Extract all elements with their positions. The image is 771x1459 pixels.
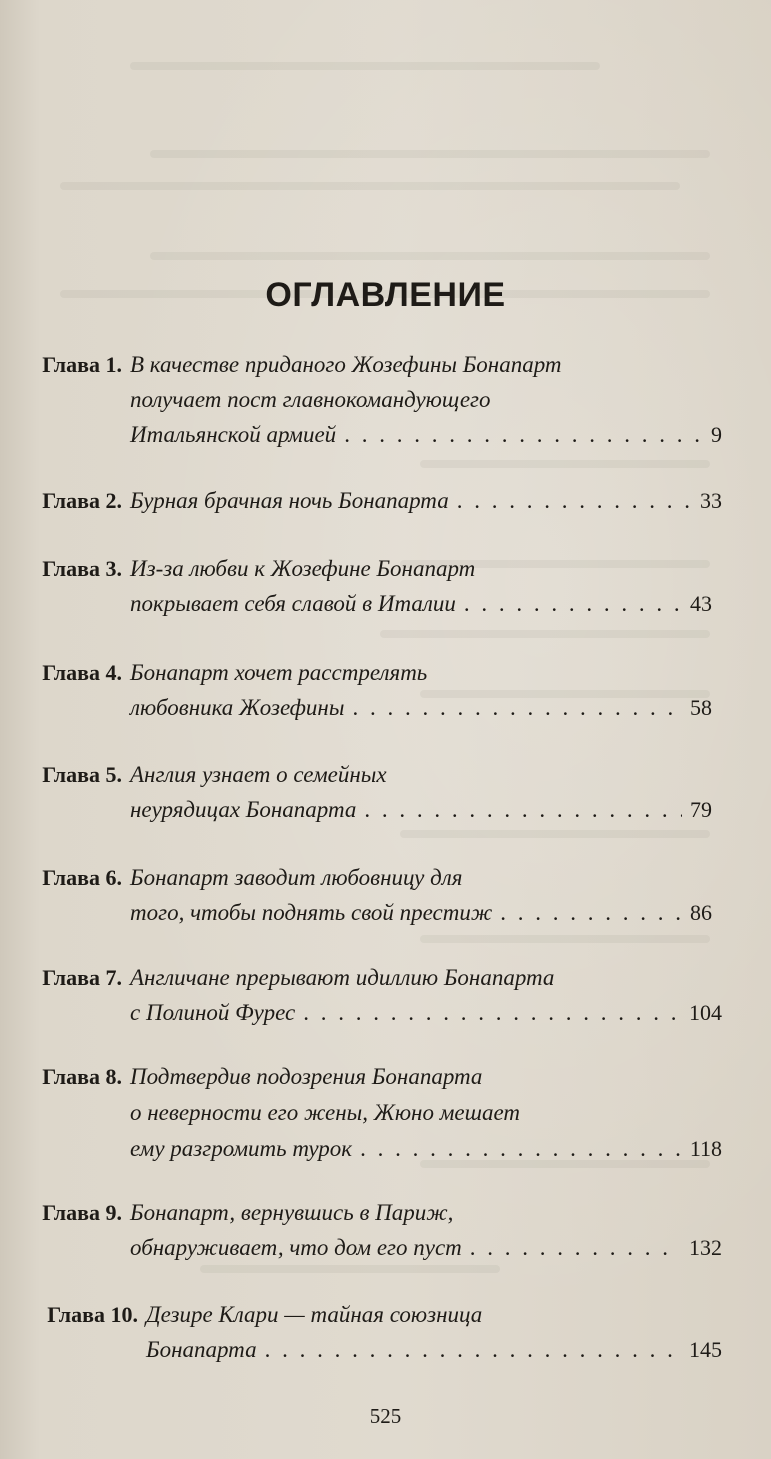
chapter-final-line <box>130 900 712 926</box>
dot-leader <box>352 695 682 721</box>
chapter-title-line: Бонапарта <box>146 1337 257 1362</box>
chapter-title-line: Бурная брачная ночь Бонапарта <box>130 488 449 513</box>
toc-title: ОГЛАВЛЕНИЕ <box>265 276 506 314</box>
dot-leader <box>265 1337 681 1363</box>
bleed-through-line <box>420 460 710 468</box>
chapter-title-line: Дезире Клари — тайная союзница <box>146 1302 483 1327</box>
chapter-final-line <box>146 1337 722 1363</box>
chapter-label: Глава 4. <box>42 660 122 685</box>
chapter-label: Глава 8. <box>42 1064 122 1089</box>
chapter-final-line <box>130 695 712 721</box>
chapter-final-line <box>130 1235 722 1261</box>
dot-leader <box>464 591 682 617</box>
chapter-label: Глава 6. <box>42 865 122 890</box>
chapter-final-line <box>130 1000 722 1026</box>
chapter-page-number: 33 <box>700 488 722 513</box>
chapter-final-line <box>130 422 722 448</box>
chapter-page-number: 118 <box>689 1136 722 1161</box>
chapter-title-line: ему разгромить турок <box>130 1136 353 1161</box>
chapter-title-line: В качестве приданого Жозефины Бонапарт <box>130 352 562 377</box>
bleed-through-line <box>200 1265 500 1273</box>
chapter-page-number: 43 <box>690 591 712 616</box>
bleed-through-line <box>420 935 710 943</box>
chapter-final-line <box>130 591 712 617</box>
chapter-title-line: о неверности его жены, Жюно мешает <box>130 1100 520 1125</box>
chapter-title-line: Бонапарт хочет расстрелять <box>130 660 428 685</box>
dot-leader <box>457 488 692 514</box>
dot-leader <box>470 1235 681 1261</box>
bleed-through-line <box>380 630 710 638</box>
chapter-label: Глава 5. <box>42 762 122 787</box>
chapter-title-line: Англия узнает о семейных <box>130 762 387 787</box>
dot-leader <box>303 1000 681 1026</box>
chapter-page-number: 132 <box>689 1235 722 1260</box>
chapter-page-number: 86 <box>690 900 712 925</box>
chapter-label: Глава 2. <box>42 488 122 513</box>
chapter-label: Глава 10. <box>47 1302 138 1327</box>
chapter-title-line: Бонапарт заводит любовницу для <box>130 865 463 890</box>
dot-leader <box>344 422 703 448</box>
chapter-final-line <box>130 797 712 823</box>
chapter-page-number: 58 <box>690 695 712 720</box>
bleed-through-line <box>400 830 710 838</box>
chapter-label: Глава 9. <box>42 1200 122 1225</box>
dot-leader <box>500 900 682 926</box>
bleed-through-line <box>60 182 680 190</box>
chapter-final-line <box>130 488 722 514</box>
dot-leader <box>360 1136 682 1162</box>
chapter-final-line <box>130 1136 722 1162</box>
bleed-through-line <box>150 150 710 158</box>
chapter-title-line: Англичане прерывают идиллию Бонапарта <box>130 965 555 990</box>
chapter-page-number: 145 <box>689 1337 722 1362</box>
chapter-title-line: Из-за любви к Жозефине Бонапарт <box>130 556 476 581</box>
chapter-page-number: 79 <box>690 797 712 822</box>
chapter-title-line: Подтвердив подозрения Бонапарта <box>130 1064 483 1089</box>
chapter-title-line: любовника Жозефины <box>130 695 345 720</box>
chapter-label: Глава 3. <box>42 556 122 581</box>
chapter-title-line: неурядицах Бонапарта <box>130 797 357 822</box>
chapter-page-number: 9 <box>711 422 722 447</box>
chapter-label: Глава 1. <box>42 352 122 377</box>
chapter-label: Глава 7. <box>42 965 122 990</box>
chapter-title-line: покрывает себя славой в Италии <box>130 591 456 616</box>
bleed-through-line <box>130 62 600 70</box>
page-number: 525 <box>369 1404 402 1428</box>
chapter-title-line: того, чтобы поднять свой престиж <box>130 900 493 925</box>
chapter-title-line: с Полиной Фурес <box>130 1000 296 1025</box>
chapter-title-line: Итальянской армией <box>130 422 337 447</box>
chapter-title-line: обнаруживает, что дом его пуст <box>130 1235 462 1260</box>
chapter-title-line: Бонапарт, вернувшись в Париж, <box>130 1200 454 1225</box>
chapter-page-number: 104 <box>689 1000 722 1025</box>
bleed-through-line <box>150 252 710 260</box>
dot-leader <box>364 797 682 823</box>
chapter-title-line: получает пост главнокомандующего <box>130 387 491 412</box>
